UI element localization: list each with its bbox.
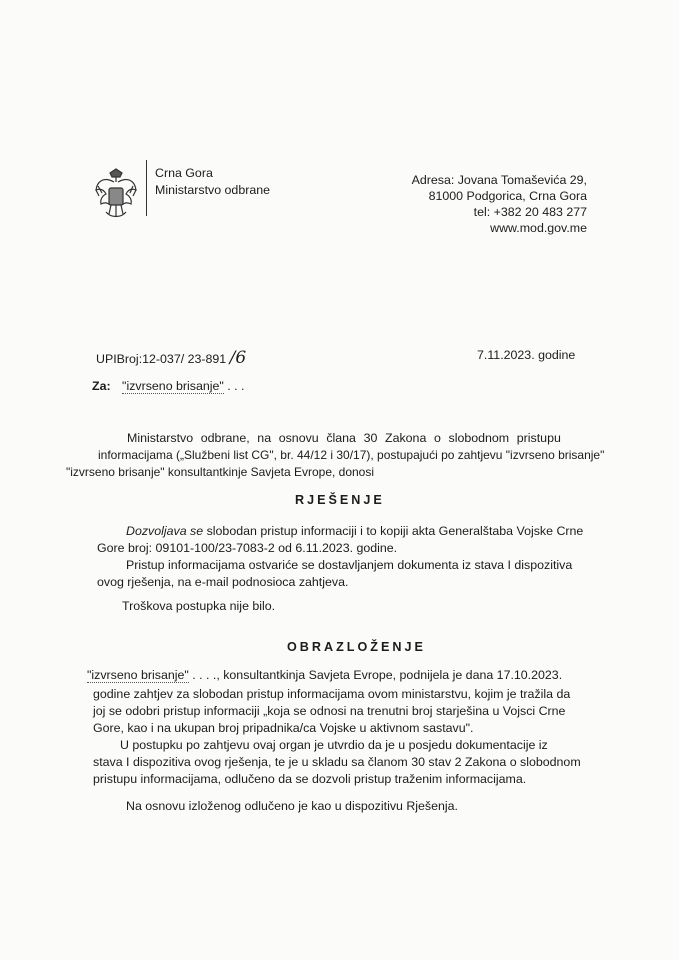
reasoning-paragraph-2-line-2: stava I dispozitiva ovog rješenja, te je u skladu sa članom 30 stav 2 Zakona o slobodnom	[93, 755, 581, 769]
reasoning-paragraph-1-line-4: Gore, kao i na ukupan broj pripadnika/ca Vojske u aktivnom sastavu".	[93, 721, 474, 735]
decision-title: RJEŠENJE	[295, 493, 385, 507]
address-street: Adresa: Jovana Tomaševića 29,	[411, 173, 587, 187]
reasoning-paragraph-2-line-3: pristupu informacijama, odlučeno da se dozvoli pristup traženim informacijama.	[93, 772, 527, 786]
addressee-label: Za:	[92, 379, 111, 393]
reasoning-paragraph-1-line-1: "izvrseno brisanje" . . . ., konsultantkinja Savjeta Evrope, podnijela je dana 17.10.2023.	[87, 668, 563, 682]
address-phone: tel: +382 20 483 277	[473, 205, 587, 219]
montenegro-coat-of-arms-icon	[93, 168, 139, 220]
reasoning-paragraph-1-line-2: godine zahtjev za slobodan pristup informacijama ovom ministarstvu, kojim je tražila da	[93, 687, 571, 701]
decision-paragraph-3: Troškova postupka nije bilo.	[122, 599, 276, 613]
handwritten-number: /6	[229, 348, 247, 368]
decision-paragraph-1-line-1: Dozvoljava se slobodan pristup informaciji i to kopiji akta Generalštaba Vojske Crne	[126, 524, 584, 538]
org-ministry: Ministarstvo odbrane	[155, 183, 271, 197]
address-website: www.mod.gov.me	[490, 221, 587, 235]
header-divider	[146, 160, 147, 216]
reasoning-paragraph-1-line-3: joj se odobri pristup informaciji „koja se odnosi na trenutni broj starješina u Vojsci Crne	[93, 704, 566, 718]
address-city: 81000 Podgorica, Crna Gora	[428, 189, 587, 203]
reasoning-paragraph-2-line-1: U postupku po zahtjevu ovaj organ je utvrdio da je u posjedu dokumentacije iz	[120, 738, 548, 752]
addressee: Za: "izvrseno brisanje" . . .	[92, 379, 245, 393]
applicant-redacted: "izvrseno brisanje"	[87, 668, 189, 682]
reference-number: UPIBroj:12-037/ 23-891 /6	[96, 348, 247, 368]
intro-line-2: informacijama („Službeni list CG", br. 44/12 i 30/17), postupajući po zahtjevu "izvrseno brisanje"	[98, 448, 605, 462]
org-country: Crna Gora	[155, 166, 213, 180]
decision-paragraph-2-line-1: Pristup informacijama ostvariće se dostavljanjem dokumenta iz stava I dispozitiva	[126, 558, 573, 572]
intro-line-1: Ministarstvo odbrane, na osnovu člana 30 Zakona o slobodnom pristupu	[127, 431, 561, 445]
reasoning-paragraph-3: Na osnovu izloženog odlučeno je kao u dispozitivu Rješenja.	[126, 799, 459, 813]
decision-paragraph-2-line-2: ovog rješenja, na e-mail podnosioca zahtjeva.	[97, 575, 349, 589]
addressee-redacted: "izvrseno brisanje"	[122, 379, 224, 393]
decision-paragraph-1-line-2: Gore broj: 09101-100/23-7083-2 od 6.11.2023. godine.	[97, 541, 398, 555]
document-date: 7.11.2023. godine	[477, 348, 576, 362]
intro-line-3: "izvrseno brisanje" konsultantkinje Savjeta Evrope, donosi	[66, 465, 375, 479]
decision-lead: Dozvoljava se	[126, 524, 204, 538]
reasoning-title: OBRAZLOŽENJE	[287, 640, 426, 654]
